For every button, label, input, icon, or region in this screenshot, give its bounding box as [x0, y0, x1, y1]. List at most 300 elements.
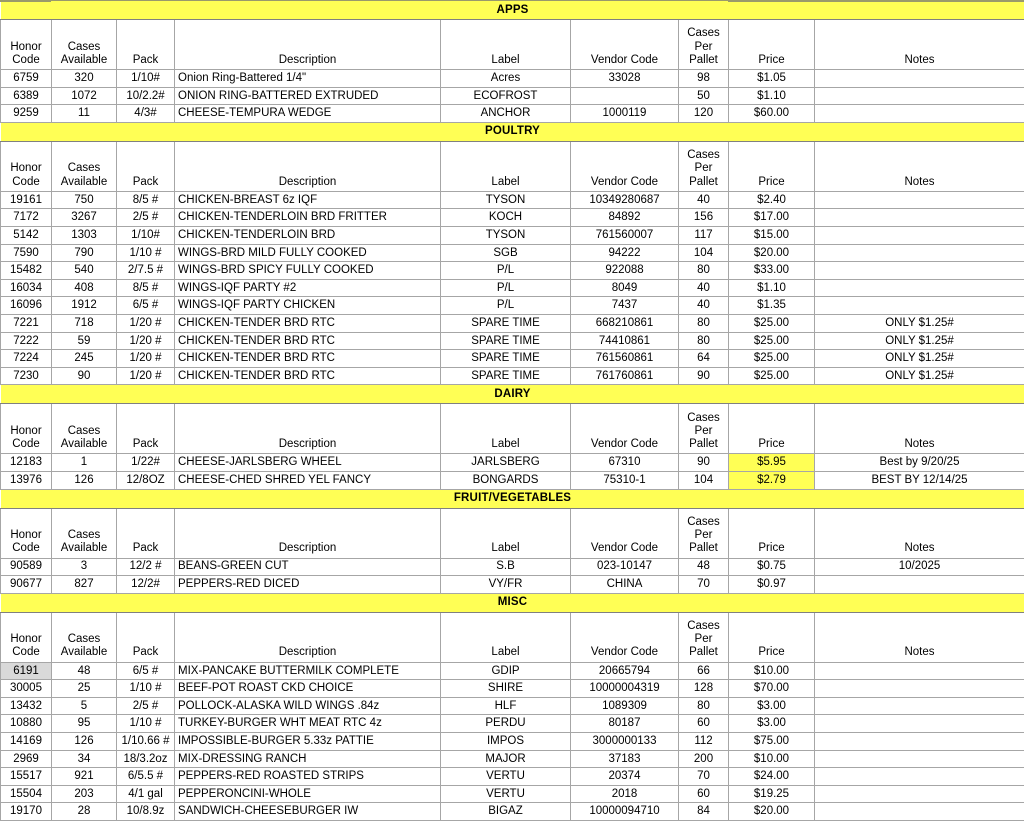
cell-label[interactable]: BIGAZ — [441, 803, 571, 821]
cell-honor-code[interactable]: 13976 — [1, 471, 52, 489]
cell-vendor-code[interactable]: 84892 — [571, 209, 679, 227]
cell-pack[interactable]: 1/22# — [117, 454, 175, 472]
cell-cases-available[interactable]: 90 — [52, 367, 117, 385]
cell-description[interactable]: POLLOCK-ALASKA WILD WINGS .84z — [175, 697, 441, 715]
cell-notes[interactable] — [815, 297, 1024, 315]
cell-pack[interactable]: 1/10 # — [117, 715, 175, 733]
cell-pack[interactable]: 8/5 # — [117, 191, 175, 209]
table-row[interactable] — [1, 314, 1024, 332]
cell-honor-code[interactable]: 90589 — [1, 558, 52, 576]
table-row[interactable] — [1, 785, 1024, 803]
cell-cases-available[interactable]: 1 — [52, 454, 117, 472]
cell-cases-available[interactable]: 48 — [52, 662, 117, 680]
cell-cases-available[interactable]: 34 — [52, 750, 117, 768]
table-row[interactable] — [1, 750, 1024, 768]
cell-honor-code[interactable]: 7221 — [1, 314, 52, 332]
cell-label[interactable]: Acres — [441, 70, 571, 88]
cell-label[interactable]: VERTU — [441, 768, 571, 786]
column-header-pack[interactable]: Pack — [117, 404, 175, 454]
cell-notes[interactable] — [815, 803, 1024, 821]
cell-pack[interactable]: 2/5 # — [117, 697, 175, 715]
table-row[interactable] — [1, 733, 1024, 751]
cell-label[interactable]: VY/FR — [441, 576, 571, 594]
column-header-label[interactable]: Label — [441, 141, 571, 191]
cell-pack[interactable]: 1/10 # — [117, 244, 175, 262]
cell-notes[interactable] — [815, 262, 1024, 280]
cell-notes[interactable]: BEST BY 12/14/25 — [815, 471, 1024, 489]
cell-honor-code[interactable]: 2969 — [1, 750, 52, 768]
cell-pack[interactable]: 1/10.66 # — [117, 733, 175, 751]
cell-price[interactable]: $70.00 — [729, 680, 815, 698]
cell-label[interactable]: TYSON — [441, 226, 571, 244]
cell-price[interactable]: $10.00 — [729, 750, 815, 768]
column-header-honor_code[interactable]: Honor Code — [1, 508, 52, 558]
cell-label[interactable]: IMPOS — [441, 733, 571, 751]
cell-price[interactable]: $2.79 — [729, 471, 815, 489]
cell-description[interactable]: SANDWICH-CHEESEBURGER IW — [175, 803, 441, 821]
cell-cases-per-pallet[interactable]: 66 — [679, 662, 729, 680]
cell-notes[interactable] — [815, 244, 1024, 262]
cell-honor-code-selected[interactable]: 6191 — [1, 662, 52, 680]
cell-cases-per-pallet[interactable]: 90 — [679, 454, 729, 472]
column-header-pack[interactable]: Pack — [117, 508, 175, 558]
cell-honor-code[interactable]: 12183 — [1, 454, 52, 472]
cell-label[interactable]: PERDU — [441, 715, 571, 733]
cell-honor-code[interactable]: 6389 — [1, 87, 52, 105]
column-header-cases_per_pallet[interactable]: Cases Per Pallet — [679, 20, 729, 70]
cell-cases-per-pallet[interactable]: 200 — [679, 750, 729, 768]
column-header-description[interactable]: Description — [175, 20, 441, 70]
table-row[interactable] — [1, 662, 1024, 680]
cell-pack[interactable]: 10/8.9z — [117, 803, 175, 821]
cell-vendor-code[interactable]: 761560861 — [571, 350, 679, 368]
cell-price[interactable]: $10.00 — [729, 662, 815, 680]
cell-pack[interactable]: 1/20 # — [117, 314, 175, 332]
table-row[interactable] — [1, 803, 1024, 821]
column-header-price[interactable]: Price — [729, 141, 815, 191]
column-header-label[interactable]: Label — [441, 508, 571, 558]
cell-cases-per-pallet[interactable]: 80 — [679, 697, 729, 715]
column-header-cases_available[interactable]: Cases Available — [52, 612, 117, 662]
cell-honor-code[interactable]: 7230 — [1, 367, 52, 385]
cell-description[interactable]: WINGS-BRD SPICY FULLY COOKED — [175, 262, 441, 280]
cell-label[interactable]: SPARE TIME — [441, 332, 571, 350]
table-row[interactable] — [1, 226, 1024, 244]
table-row[interactable] — [1, 715, 1024, 733]
cell-price[interactable]: $1.10 — [729, 87, 815, 105]
cell-cases-per-pallet[interactable]: 70 — [679, 768, 729, 786]
cell-honor-code[interactable]: 7222 — [1, 332, 52, 350]
cell-cases-available[interactable]: 408 — [52, 279, 117, 297]
cell-cases-available[interactable]: 3267 — [52, 209, 117, 227]
cell-vendor-code[interactable] — [571, 87, 679, 105]
cell-cases-per-pallet[interactable]: 84 — [679, 803, 729, 821]
cell-honor-code[interactable]: 19170 — [1, 803, 52, 821]
cell-cases-per-pallet[interactable]: 60 — [679, 715, 729, 733]
cell-price[interactable]: $1.35 — [729, 297, 815, 315]
cell-cases-available[interactable]: 5 — [52, 697, 117, 715]
column-header-description[interactable]: Description — [175, 508, 441, 558]
column-header-description[interactable]: Description — [175, 612, 441, 662]
column-header-vendor_code[interactable]: Vendor Code — [571, 404, 679, 454]
cell-label[interactable]: ECOFROST — [441, 87, 571, 105]
cell-cases-per-pallet[interactable]: 104 — [679, 244, 729, 262]
column-header-cases_available[interactable]: Cases Available — [52, 20, 117, 70]
table-row[interactable] — [1, 262, 1024, 280]
cell-price[interactable]: $1.05 — [729, 70, 815, 88]
column-header-vendor_code[interactable]: Vendor Code — [571, 141, 679, 191]
cell-honor-code[interactable]: 90677 — [1, 576, 52, 594]
cell-cases-available[interactable]: 245 — [52, 350, 117, 368]
cell-pack[interactable]: 1/10 # — [117, 680, 175, 698]
cell-honor-code[interactable]: 19161 — [1, 191, 52, 209]
column-header-price[interactable]: Price — [729, 612, 815, 662]
cell-price[interactable]: $60.00 — [729, 105, 815, 123]
cell-cases-available[interactable]: 320 — [52, 70, 117, 88]
cell-pack[interactable]: 1/20 # — [117, 350, 175, 368]
cell-description[interactable]: PEPPERS-RED ROASTED STRIPS — [175, 768, 441, 786]
cell-honor-code[interactable]: 6759 — [1, 70, 52, 88]
cell-price[interactable]: $17.00 — [729, 209, 815, 227]
cell-price[interactable]: $25.00 — [729, 314, 815, 332]
cell-price[interactable]: $1.10 — [729, 279, 815, 297]
cell-price[interactable]: $5.95 — [729, 454, 815, 472]
cell-cases-available[interactable]: 1072 — [52, 87, 117, 105]
cell-cases-per-pallet[interactable]: 80 — [679, 262, 729, 280]
cell-pack[interactable]: 1/10# — [117, 70, 175, 88]
column-header-price[interactable]: Price — [729, 404, 815, 454]
cell-notes[interactable] — [815, 279, 1024, 297]
cell-cases-per-pallet[interactable]: 112 — [679, 733, 729, 751]
cell-description[interactable]: CHEESE-CHED SHRED YEL FANCY — [175, 471, 441, 489]
column-header-honor_code[interactable]: Honor Code — [1, 612, 52, 662]
cell-notes[interactable]: 10/2025 — [815, 558, 1024, 576]
column-header-honor_code[interactable]: Honor Code — [1, 404, 52, 454]
cell-description[interactable]: ONION RING-BATTERED EXTRUDED — [175, 87, 441, 105]
cell-notes[interactable] — [815, 87, 1024, 105]
cell-cases-available[interactable]: 59 — [52, 332, 117, 350]
column-header-vendor_code[interactable]: Vendor Code — [571, 508, 679, 558]
cell-vendor-code[interactable]: 10000094710 — [571, 803, 679, 821]
cell-cases-available[interactable]: 25 — [52, 680, 117, 698]
cell-pack[interactable]: 6/5.5 # — [117, 768, 175, 786]
cell-label[interactable]: HLF — [441, 697, 571, 715]
table-row[interactable] — [1, 209, 1024, 227]
cell-cases-available[interactable]: 1303 — [52, 226, 117, 244]
cell-vendor-code[interactable]: 37183 — [571, 750, 679, 768]
cell-notes[interactable]: ONLY $1.25# — [815, 350, 1024, 368]
cell-vendor-code[interactable]: 10349280687 — [571, 191, 679, 209]
cell-notes[interactable] — [815, 785, 1024, 803]
cell-vendor-code[interactable]: 94222 — [571, 244, 679, 262]
cell-vendor-code[interactable]: 761760861 — [571, 367, 679, 385]
column-header-notes[interactable]: Notes — [815, 508, 1024, 558]
cell-vendor-code[interactable]: 80187 — [571, 715, 679, 733]
cell-notes[interactable] — [815, 226, 1024, 244]
cell-pack[interactable]: 10/2.2# — [117, 87, 175, 105]
cell-notes[interactable] — [815, 70, 1024, 88]
cell-notes[interactable]: ONLY $1.25# — [815, 332, 1024, 350]
cell-honor-code[interactable]: 7590 — [1, 244, 52, 262]
cell-price[interactable]: $20.00 — [729, 803, 815, 821]
cell-pack[interactable]: 2/5 # — [117, 209, 175, 227]
cell-cases-per-pallet[interactable]: 40 — [679, 191, 729, 209]
cell-description[interactable]: MIX-PANCAKE BUTTERMILK COMPLETE — [175, 662, 441, 680]
column-header-label[interactable]: Label — [441, 404, 571, 454]
cell-notes[interactable] — [815, 662, 1024, 680]
cell-vendor-code[interactable]: 67310 — [571, 454, 679, 472]
column-header-honor_code[interactable]: Honor Code — [1, 20, 52, 70]
cell-description[interactable]: PEPPERONCINI-WHOLE — [175, 785, 441, 803]
cell-cases-per-pallet[interactable]: 40 — [679, 297, 729, 315]
cell-vendor-code[interactable]: 668210861 — [571, 314, 679, 332]
cell-cases-per-pallet[interactable]: 120 — [679, 105, 729, 123]
cell-description[interactable]: MIX-DRESSING RANCH — [175, 750, 441, 768]
cell-vendor-code[interactable]: 75310-1 — [571, 471, 679, 489]
cell-cases-available[interactable]: 827 — [52, 576, 117, 594]
cell-price[interactable]: $0.75 — [729, 558, 815, 576]
cell-notes[interactable] — [815, 750, 1024, 768]
cell-honor-code[interactable]: 7224 — [1, 350, 52, 368]
cell-description[interactable]: TURKEY-BURGER WHT MEAT RTC 4z — [175, 715, 441, 733]
cell-cases-available[interactable]: 28 — [52, 803, 117, 821]
cell-pack[interactable]: 2/7.5 # — [117, 262, 175, 280]
cell-honor-code[interactable]: 10880 — [1, 715, 52, 733]
cell-pack[interactable]: 12/2# — [117, 576, 175, 594]
cell-label[interactable]: VERTU — [441, 785, 571, 803]
cell-honor-code[interactable]: 16096 — [1, 297, 52, 315]
column-header-pack[interactable]: Pack — [117, 20, 175, 70]
cell-label[interactable]: ANCHOR — [441, 105, 571, 123]
cell-vendor-code[interactable]: 33028 — [571, 70, 679, 88]
cell-cases-available[interactable]: 11 — [52, 105, 117, 123]
cell-vendor-code[interactable]: 3000000133 — [571, 733, 679, 751]
cell-cases-available[interactable]: 750 — [52, 191, 117, 209]
cell-price[interactable]: $75.00 — [729, 733, 815, 751]
cell-notes[interactable]: ONLY $1.25# — [815, 314, 1024, 332]
table-row[interactable] — [1, 367, 1024, 385]
cell-description[interactable]: BEEF-POT ROAST CKD CHOICE — [175, 680, 441, 698]
cell-pack[interactable]: 12/2 # — [117, 558, 175, 576]
cell-cases-available[interactable]: 540 — [52, 262, 117, 280]
cell-honor-code[interactable]: 15482 — [1, 262, 52, 280]
cell-vendor-code[interactable]: 10000004319 — [571, 680, 679, 698]
cell-cases-available[interactable]: 921 — [52, 768, 117, 786]
cell-price[interactable]: $3.00 — [729, 715, 815, 733]
column-header-cases_per_pallet[interactable]: Cases Per Pallet — [679, 404, 729, 454]
table-row[interactable] — [1, 558, 1024, 576]
cell-vendor-code[interactable]: 023-10147 — [571, 558, 679, 576]
cell-description[interactable]: WINGS-BRD MILD FULLY COOKED — [175, 244, 441, 262]
column-header-price[interactable]: Price — [729, 508, 815, 558]
cell-cases-per-pallet[interactable]: 104 — [679, 471, 729, 489]
cell-cases-available[interactable]: 718 — [52, 314, 117, 332]
column-header-label[interactable]: Label — [441, 20, 571, 70]
table-row[interactable] — [1, 576, 1024, 594]
cell-price[interactable]: $25.00 — [729, 367, 815, 385]
column-header-description[interactable]: Description — [175, 141, 441, 191]
cell-honor-code[interactable]: 30005 — [1, 680, 52, 698]
cell-cases-available[interactable]: 790 — [52, 244, 117, 262]
cell-cases-available[interactable]: 126 — [52, 471, 117, 489]
cell-description[interactable]: WINGS-IQF PARTY CHICKEN — [175, 297, 441, 315]
cell-pack[interactable]: 1/20 # — [117, 367, 175, 385]
cell-price[interactable]: $15.00 — [729, 226, 815, 244]
cell-description[interactable]: BEANS-GREEN CUT — [175, 558, 441, 576]
cell-cases-per-pallet[interactable]: 40 — [679, 279, 729, 297]
column-header-notes[interactable]: Notes — [815, 612, 1024, 662]
cell-notes[interactable] — [815, 697, 1024, 715]
cell-cases-available[interactable]: 1912 — [52, 297, 117, 315]
cell-notes[interactable]: Best by 9/20/25 — [815, 454, 1024, 472]
cell-honor-code[interactable]: 5142 — [1, 226, 52, 244]
column-header-notes[interactable]: Notes — [815, 404, 1024, 454]
cell-description[interactable]: CHICKEN-TENDER BRD RTC — [175, 367, 441, 385]
column-header-label[interactable]: Label — [441, 612, 571, 662]
cell-label[interactable]: SGB — [441, 244, 571, 262]
table-row[interactable] — [1, 191, 1024, 209]
cell-pack[interactable]: 6/5 # — [117, 297, 175, 315]
column-header-cases_per_pallet[interactable]: Cases Per Pallet — [679, 508, 729, 558]
cell-cases-per-pallet[interactable]: 80 — [679, 314, 729, 332]
cell-pack[interactable]: 6/5 # — [117, 662, 175, 680]
cell-label[interactable]: BONGARDS — [441, 471, 571, 489]
cell-label[interactable]: P/L — [441, 297, 571, 315]
cell-label[interactable]: KOCH — [441, 209, 571, 227]
cell-vendor-code[interactable]: 7437 — [571, 297, 679, 315]
cell-honor-code[interactable]: 9259 — [1, 105, 52, 123]
column-header-cases_per_pallet[interactable]: Cases Per Pallet — [679, 141, 729, 191]
cell-pack[interactable]: 4/1 gal — [117, 785, 175, 803]
cell-description[interactable]: PEPPERS-RED DICED — [175, 576, 441, 594]
cell-cases-available[interactable]: 95 — [52, 715, 117, 733]
cell-vendor-code[interactable]: 2018 — [571, 785, 679, 803]
cell-label[interactable]: SPARE TIME — [441, 350, 571, 368]
table-row[interactable] — [1, 297, 1024, 315]
cell-pack[interactable]: 12/8OZ — [117, 471, 175, 489]
table-row[interactable] — [1, 87, 1024, 105]
cell-cases-available[interactable]: 126 — [52, 733, 117, 751]
table-row[interactable] — [1, 454, 1024, 472]
cell-description[interactable]: CHICKEN-TENDERLOIN BRD FRITTER — [175, 209, 441, 227]
cell-description[interactable]: CHICKEN-TENDER BRD RTC — [175, 350, 441, 368]
cell-cases-per-pallet[interactable]: 90 — [679, 367, 729, 385]
cell-label[interactable]: S.B — [441, 558, 571, 576]
cell-notes[interactable] — [815, 191, 1024, 209]
cell-cases-per-pallet[interactable]: 117 — [679, 226, 729, 244]
table-row[interactable] — [1, 350, 1024, 368]
cell-cases-available[interactable]: 3 — [52, 558, 117, 576]
cell-cases-per-pallet[interactable]: 60 — [679, 785, 729, 803]
cell-price[interactable]: $33.00 — [729, 262, 815, 280]
column-header-vendor_code[interactable]: Vendor Code — [571, 612, 679, 662]
column-header-cases_available[interactable]: Cases Available — [52, 508, 117, 558]
cell-description[interactable]: CHICKEN-BREAST 6z IQF — [175, 191, 441, 209]
column-header-price[interactable]: Price — [729, 20, 815, 70]
column-header-notes[interactable]: Notes — [815, 141, 1024, 191]
column-header-cases_per_pallet[interactable]: Cases Per Pallet — [679, 612, 729, 662]
column-header-notes[interactable]: Notes — [815, 20, 1024, 70]
cell-notes[interactable] — [815, 209, 1024, 227]
cell-cases-per-pallet[interactable]: 98 — [679, 70, 729, 88]
column-header-cases_available[interactable]: Cases Available — [52, 141, 117, 191]
cell-notes[interactable] — [815, 680, 1024, 698]
column-header-vendor_code[interactable]: Vendor Code — [571, 20, 679, 70]
cell-vendor-code[interactable]: 1000119 — [571, 105, 679, 123]
cell-pack[interactable]: 1/20 # — [117, 332, 175, 350]
cell-cases-per-pallet[interactable]: 70 — [679, 576, 729, 594]
cell-description[interactable]: CHEESE-TEMPURA WEDGE — [175, 105, 441, 123]
cell-cases-available[interactable]: 203 — [52, 785, 117, 803]
cell-honor-code[interactable]: 7172 — [1, 209, 52, 227]
cell-cases-per-pallet[interactable]: 156 — [679, 209, 729, 227]
cell-vendor-code[interactable]: 20374 — [571, 768, 679, 786]
cell-description[interactable]: WINGS-IQF PARTY #2 — [175, 279, 441, 297]
cell-vendor-code[interactable]: 922088 — [571, 262, 679, 280]
cell-honor-code[interactable]: 13432 — [1, 697, 52, 715]
cell-price[interactable]: $3.00 — [729, 697, 815, 715]
cell-description[interactable]: CHICKEN-TENDERLOIN BRD — [175, 226, 441, 244]
cell-price[interactable]: $25.00 — [729, 332, 815, 350]
cell-cases-per-pallet[interactable]: 80 — [679, 332, 729, 350]
table-row[interactable] — [1, 768, 1024, 786]
cell-vendor-code[interactable]: 1089309 — [571, 697, 679, 715]
cell-description[interactable]: CHICKEN-TENDER BRD RTC — [175, 314, 441, 332]
cell-price[interactable]: $20.00 — [729, 244, 815, 262]
table-row[interactable] — [1, 680, 1024, 698]
cell-cases-per-pallet[interactable]: 50 — [679, 87, 729, 105]
cell-vendor-code[interactable]: 20665794 — [571, 662, 679, 680]
cell-notes[interactable] — [815, 105, 1024, 123]
cell-vendor-code[interactable]: 761560007 — [571, 226, 679, 244]
cell-label[interactable]: SHIRE — [441, 680, 571, 698]
cell-price[interactable]: $2.40 — [729, 191, 815, 209]
cell-honor-code[interactable]: 14169 — [1, 733, 52, 751]
cell-label[interactable]: JARLSBERG — [441, 454, 571, 472]
cell-notes[interactable]: ONLY $1.25# — [815, 367, 1024, 385]
cell-cases-per-pallet[interactable]: 128 — [679, 680, 729, 698]
cell-notes[interactable] — [815, 715, 1024, 733]
column-header-description[interactable]: Description — [175, 404, 441, 454]
table-row[interactable] — [1, 244, 1024, 262]
cell-label[interactable]: GDIP — [441, 662, 571, 680]
cell-description[interactable]: CHEESE-JARLSBERG WHEEL — [175, 454, 441, 472]
cell-cases-per-pallet[interactable]: 48 — [679, 558, 729, 576]
cell-pack[interactable]: 8/5 # — [117, 279, 175, 297]
column-header-pack[interactable]: Pack — [117, 612, 175, 662]
cell-cases-per-pallet[interactable]: 64 — [679, 350, 729, 368]
cell-pack[interactable]: 1/10# — [117, 226, 175, 244]
cell-label[interactable]: SPARE TIME — [441, 314, 571, 332]
cell-pack[interactable]: 18/3.2oz — [117, 750, 175, 768]
table-row[interactable] — [1, 279, 1024, 297]
cell-vendor-code[interactable]: 8049 — [571, 279, 679, 297]
cell-description[interactable]: IMPOSSIBLE-BURGER 5.33z PATTIE — [175, 733, 441, 751]
cell-notes[interactable] — [815, 768, 1024, 786]
cell-honor-code[interactable]: 15517 — [1, 768, 52, 786]
table-row[interactable] — [1, 105, 1024, 123]
cell-notes[interactable] — [815, 576, 1024, 594]
column-header-cases_available[interactable]: Cases Available — [52, 404, 117, 454]
cell-description[interactable]: Onion Ring-Battered 1/4" — [175, 70, 441, 88]
column-header-pack[interactable]: Pack — [117, 141, 175, 191]
cell-vendor-code[interactable]: CHINA — [571, 576, 679, 594]
cell-label[interactable]: SPARE TIME — [441, 367, 571, 385]
table-row[interactable] — [1, 70, 1024, 88]
cell-price[interactable]: $24.00 — [729, 768, 815, 786]
table-row[interactable] — [1, 332, 1024, 350]
cell-price[interactable]: $0.97 — [729, 576, 815, 594]
